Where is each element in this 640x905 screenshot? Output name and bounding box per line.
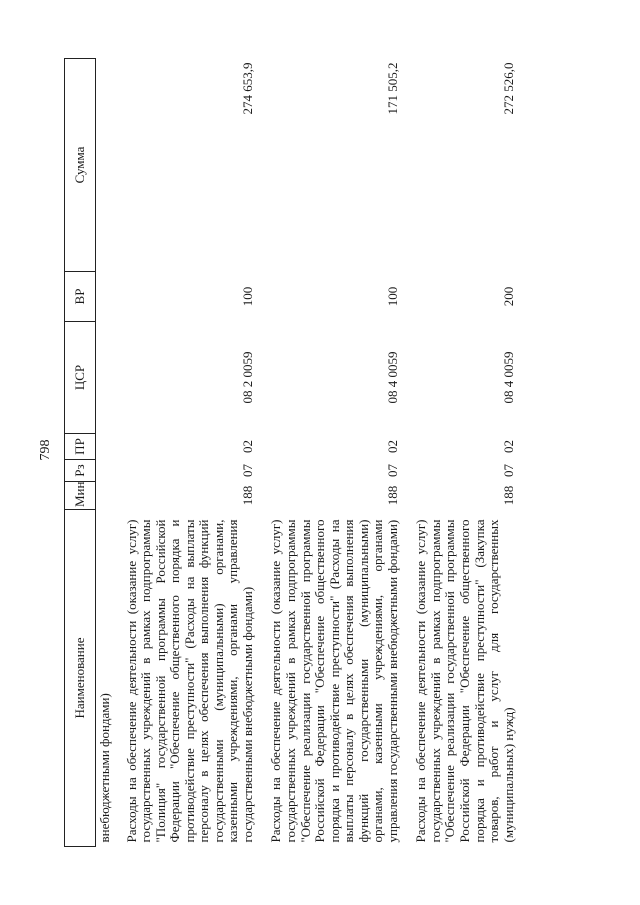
row-csr: 08 4 0059 (500, 351, 516, 404)
row-name: Расходы на обеспечение деятельности (оказание услуг) государственных учреждений в рамках подпрограммы "Обеспечение реализации государственной программы Российской Федерации "Обеспечение общественного порядка и противодействие преступности" (Расходы на выплаты персоналу в целях обеспечения выполнения функций государственными (муниципальными) органами, казенными учреждениями, органами управления государственными внебюджетными фондами) (268, 519, 400, 843)
row-vr: 100 (239, 286, 255, 307)
row-min: 188 (239, 485, 255, 506)
header-csr: ЦСР (65, 322, 96, 434)
row-pr: 02 (500, 440, 516, 453)
row-csr: 08 2 0059 (239, 351, 255, 404)
row-sum: 171 505,2 (384, 62, 400, 115)
row-rz: 07 (239, 464, 255, 477)
row-name: Расходы на обеспечение деятельности (оказание услуг) государственных учреждений в рамках подпрограммы "Полиция" государственной программы Российской Федерации "Обеспечение общественного порядка и противодействие преступности" (Расходы на выплаты персоналу в целях обеспечения выполнения функций государственными (муниципальными) органами, казенными учреждениями, органами управления государственными внебюджетными фондами) (123, 519, 255, 843)
budget-table (64, 58, 524, 847)
row-csr: 08 4 0059 (384, 351, 400, 404)
row-sum: 274 653,9 (239, 62, 255, 115)
header-sum: Сумма (65, 59, 96, 272)
row-vr: 200 (500, 286, 516, 307)
row-rz: 07 (500, 464, 516, 477)
header-name: Наименование (65, 510, 96, 847)
row-name: Расходы на обеспечение деятельности (оказание услуг) государственных учреждений в рамках подпрограммы "Обеспечение реализации государственной программы Российской Федерации "Обеспечение общественного порядка и противодействие преступности" (Закупка товаров, работ и услуг для государственных (муниципальных) нужд) (413, 519, 516, 843)
row-min: 188 (384, 485, 400, 506)
row-vr: 100 (384, 286, 400, 307)
table-body (96, 59, 525, 847)
table-row (119, 59, 264, 847)
row-pr: 02 (239, 440, 255, 453)
header-min: Мин (65, 482, 96, 510)
row-pr: 02 (384, 440, 400, 453)
header-pr: ПР (65, 434, 96, 460)
header-vr: ВР (65, 272, 96, 322)
continuation-row (96, 59, 119, 847)
header-row (65, 59, 96, 847)
row-sum: 272 526,0 (500, 62, 516, 115)
row-min: 188 (500, 485, 516, 506)
table-row (263, 59, 408, 847)
page-number: 798 (38, 439, 53, 461)
row-rz: 07 (384, 464, 400, 477)
table-header (65, 59, 96, 847)
continuation-text: внебюджетными фондами) (97, 693, 112, 843)
table-row (408, 59, 524, 847)
header-rz: Рз (65, 460, 96, 482)
